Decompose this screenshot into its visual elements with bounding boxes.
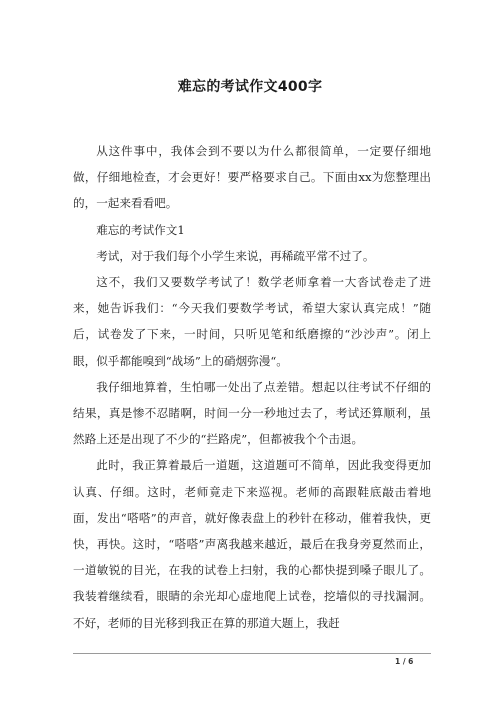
document-body (73, 138, 431, 636)
paragraph: 我仔细地算着，生怕哪一处出了点差错。想起以往考试不仔细的结果，真是惨不忍睹啊，时间一分一秒地过去了，考试还算顺利，虽然路上还是出现了不少的“拦路虎”，但都被我个个击退。 (73, 379, 431, 447)
paragraph-intro: 从这件事中，我体会到不要以为什么都很简单，一定要仔细地做，仔细地检查，才会更好！要严格要求自己。下面由xx为您整理出的，一起来看看吧。 (73, 144, 431, 211)
footer-divider (73, 653, 431, 654)
section-heading: 难忘的考试作文1 (96, 222, 185, 237)
paragraph: 此时，我正算着最后一道题，这道题可不简单，因此我变得更加认真、仔细。这时，老师竟走下来巡视。老师的高跟鞋底敲击着地面，发出“嗒嗒”的声音，就好像表盘上的秒针在移动，催着我快，更快，再快。这时，“嗒嗒”声离我越来越近，最后在我身旁夏然而止，一道敏锐的目光，在我的试卷上扫射，我的心都快提到嗓子眼儿了。我装着继续看，眼睛的余光却心虚地爬上试卷，挖墙似的寻找漏洞。不好，老师的目光移到我正在算的那道大题上，我赶 (73, 458, 431, 630)
page-number: 1 / 6 (395, 657, 414, 666)
page-title: 难忘的考试作文400字 (177, 79, 323, 95)
paragraph: 这不，我们又要数学考试了！数学老师拿着一大沓试卷走了进来，她告诉我们：“今天我们要数学考试，希望大家认真完成！”随后，试卷发了下来，一时间，只听见笔和纸磨擦的“沙沙声”。闭上眼，似乎都能嗅到“战场”上的硝烟弥漫“。 (73, 275, 431, 368)
paragraph: 考试，对于我们每个小学生来说，再稀疏平常不过了。 (96, 248, 375, 263)
